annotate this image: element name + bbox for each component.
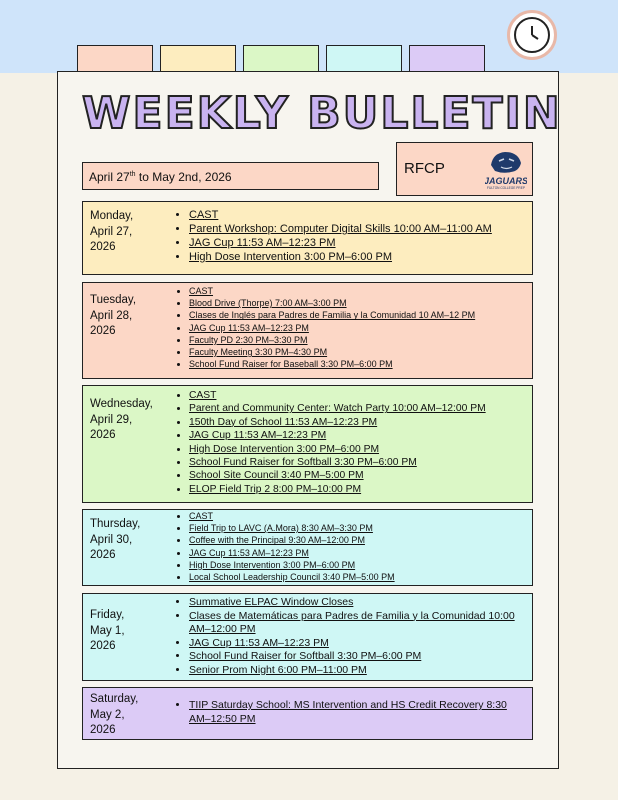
folder-tab-3 [243, 45, 319, 71]
school-box [396, 142, 533, 196]
day-label [90, 209, 133, 256]
day-year: 2026 [90, 549, 116, 562]
event-item[interactable]: • CAST [189, 285, 475, 297]
event-list [175, 285, 475, 370]
day-wednesday [82, 385, 533, 503]
day-name: Tuesday, [90, 294, 137, 306]
event-item[interactable]: • Clases de Matemáticas para Padres de Familia y la Comunidad 10:00 AM–12:00 PM [189, 610, 519, 637]
event-item[interactable]: • High Dose Intervention 3:00 PM–6:00 PM [189, 443, 486, 456]
event-item[interactable]: • School Fund Raiser for Softball 3:30 PM–6:00 PM [189, 456, 486, 469]
event-item[interactable]: • Parent and Community Center: Watch Party 10:00 AM–12:00 PM [189, 402, 486, 415]
day-friday [82, 593, 533, 681]
event-item[interactable]: • Faculty Meeting 3:30 PM–4:30 PM [189, 346, 475, 358]
day-year: 2026 [90, 640, 116, 653]
day-date: April 30, [90, 533, 133, 546]
event-item[interactable]: • Local School Leadership Council 3:40 PM–5:00 PM [189, 571, 395, 583]
event-item[interactable]: • Clases de Inglés para Padres de Familia y la Comunidad 10 AM–12 PM [189, 309, 475, 321]
event-item[interactable]: • High Dose Intervention 3:00 PM–6:00 PM [189, 559, 395, 571]
event-item[interactable]: • Blood Drive (Thorpe) 7:00 AM–3:00 PM [189, 297, 475, 309]
event-item[interactable]: • JAG Cup 11:53 AM–12:23 PM [189, 322, 475, 334]
event-item[interactable]: • Coffee with the Principal 9:30 AM–12:00 PM [189, 534, 395, 546]
date-end: to May 2nd, 2026 [135, 170, 232, 184]
date-ordinal: th [129, 171, 136, 178]
day-date: April 28, [90, 309, 133, 322]
event-list [175, 698, 509, 726]
event-item[interactable]: • JAG Cup 11:53 AM–12:23 PM [189, 547, 395, 559]
event-list [175, 510, 395, 583]
event-item[interactable]: • CAST [189, 389, 486, 402]
day-name: Saturday, [90, 693, 139, 705]
day-date: May 2, [90, 708, 125, 721]
event-item[interactable]: • JAG Cup 11:53 AM–12:23 PM [189, 236, 492, 250]
day-name: Thursday, [90, 518, 141, 530]
day-label [90, 692, 138, 739]
folder-tab-5 [409, 45, 485, 71]
event-item[interactable]: • Summative ELPAC Window Closes [189, 596, 519, 610]
day-label [90, 397, 153, 444]
day-name: Wednesday, [90, 398, 153, 410]
folder-tab-1 [77, 45, 153, 71]
day-name: Monday, [90, 210, 134, 222]
event-list [175, 389, 486, 496]
date-start: April 27 [89, 170, 130, 184]
event-item[interactable]: • 150th Day of School 11:53 AM–12:23 PM [189, 416, 486, 429]
page-title: WEEKLY BULLETIN [82, 88, 562, 139]
day-monday [82, 201, 533, 275]
day-date: May 1, [90, 624, 125, 637]
day-year: 2026 [90, 325, 116, 338]
school-name: RFCP [404, 160, 445, 177]
date-range [82, 162, 379, 190]
day-name: Friday, [90, 609, 125, 621]
folder-tab-4 [326, 45, 402, 71]
event-item[interactable]: • CAST [189, 510, 395, 522]
day-tuesday [82, 282, 533, 379]
event-item[interactable]: • JAG Cup 11:53 AM–12:23 PM [189, 429, 486, 442]
day-year: 2026 [90, 241, 116, 254]
logo-text: JAGUARS [485, 176, 527, 186]
clock-icon [507, 10, 557, 60]
event-item[interactable]: • JAG Cup 11:53 AM–12:23 PM [189, 637, 519, 651]
logo-subtext: FULTON COLLEGE PREP [487, 186, 525, 190]
event-item[interactable]: • Field Trip to LAVC (A.Mora) 8:30 AM–3:30 PM [189, 522, 395, 534]
day-year: 2026 [90, 429, 116, 442]
day-saturday [82, 687, 533, 740]
day-label [90, 293, 136, 340]
day-year: 2026 [90, 724, 116, 737]
event-list [175, 596, 519, 678]
jaguars-logo [485, 147, 527, 191]
day-thursday [82, 509, 533, 586]
event-item[interactable]: • School Fund Raiser for Softball 3:30 PM–6:00 PM [189, 650, 519, 664]
event-item[interactable]: • School Fund Raiser for Baseball 3:30 PM–6:00 PM [189, 358, 475, 370]
event-item[interactable]: • School Site Council 3:40 PM–5:00 PM [189, 469, 486, 482]
event-item[interactable]: • TIIP Saturday School: MS Intervention and HS Credit Recovery 8:30 AM–12:50 PM [189, 698, 509, 726]
day-label [90, 608, 125, 655]
event-item[interactable]: • Parent Workshop: Computer Digital Skills 10:00 AM–11:00 AM [189, 222, 492, 236]
event-item[interactable]: • CAST [189, 208, 492, 222]
event-list [175, 208, 492, 264]
event-item[interactable]: • ELOP Field Trip 2 8:00 PM–10:00 PM [189, 483, 486, 496]
day-label [90, 517, 140, 564]
day-date: April 27, [90, 225, 133, 238]
folder-tab-2 [160, 45, 236, 71]
event-item[interactable]: • High Dose Intervention 3:00 PM–6:00 PM [189, 250, 492, 264]
event-item[interactable]: • Senior Prom Night 6:00 PM–11:00 PM [189, 664, 519, 678]
event-item[interactable]: • Faculty PD 2:30 PM–3:30 PM [189, 334, 475, 346]
day-date: April 29, [90, 413, 133, 426]
